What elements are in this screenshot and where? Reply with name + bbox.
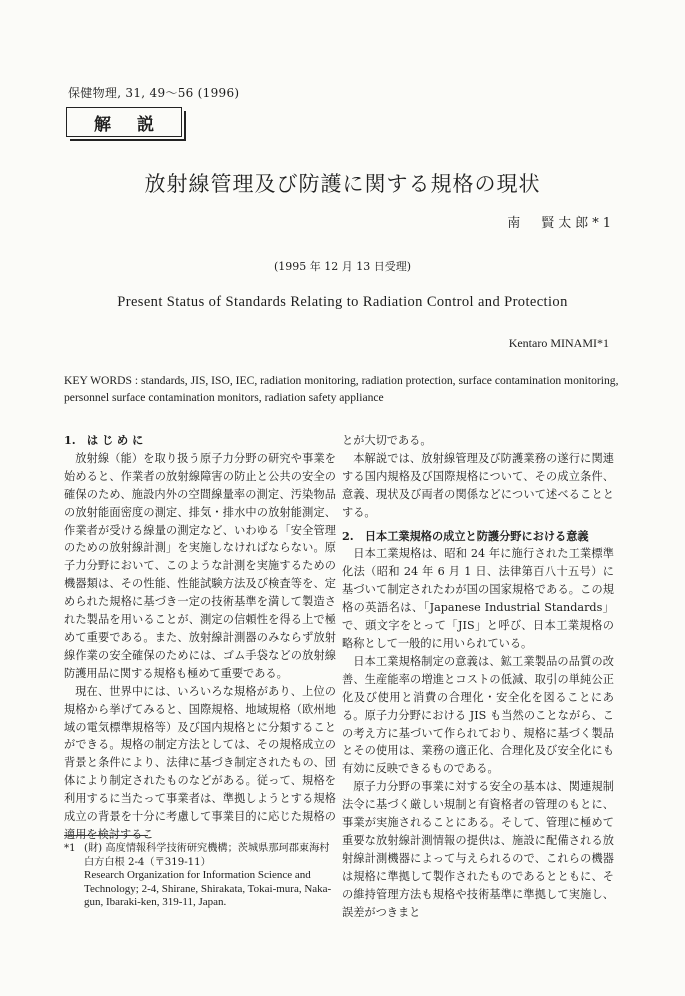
footnote-rule xyxy=(64,835,148,836)
section-1-paragraph-1: 放射線（能）を取り扱う原子力分野の研究や事業を始めると、作業者の放射線障害の防止と公共の安全の確保のため、施設内外の空間線量率の測定、汚染物品の放射能面密度の測定、排気・排水中の放射能測定、作業者が受ける線量の測定など、いわゆる「安全管理のための放射線計測」を実施しなければならない。原子力分野において、このような計測を実施するための機器類は、その性能、性能試験方法及び検査等を、定められた規格に基づき一定の技術基準を満して製造された製品を用いることが、測定の信頼性を得る上で極めて重要である。また、放射線計測器のみならず放射線作業の安全確保のためには、ゴム手袋などの放射線防護用品に関する規格も極めて重要である。 xyxy=(64,451,336,680)
section-1-heading: 1. は じ め に xyxy=(64,433,144,447)
footnote xyxy=(64,842,336,910)
footnote-english: Research Organization for Information Science and Technology; 2-4, Shirane, Shirakata, Tokai-mura, Naka-gun, Ibaraki-ken, 319-11, Japan. xyxy=(84,869,332,909)
article-type-box xyxy=(66,107,182,137)
author-japanese: 南 賢太郎*1 xyxy=(507,216,615,231)
article-type-char-1: 解 xyxy=(94,114,111,135)
keywords-label: KEY WORDS : xyxy=(64,374,141,387)
left-column xyxy=(64,432,336,844)
title-japanese: 放射線管理及び防護に関する規格の現状 xyxy=(144,172,541,196)
keywords-text: standards, JIS, ISO, IEC, radiation monitoring, radiation protection, surface contamination monitoring, personnel surface contamination monitors, radiation safety appliance xyxy=(64,374,619,404)
intro-paragraph: 本解説では、放射線管理及び防護業務の遂行に関連する国内規格及び国際規格について、その成立条件、意義、現状及び両者の関係などについて述べることとする。 xyxy=(342,451,614,519)
footnote-mark: *1 xyxy=(64,843,76,854)
section-2-paragraph-3: 原子力分野の事業に対する安全の基本は、関連規制法令に基づく厳しい規制と有資格者の管理のもとに、事業が実施されることにある。そして、管理に極めて重要な放射線計測情報の提供は、施設に配備される放射線計測機器によって与えられるので、これらの機器は規格に準拠して製作されたものであるとともに、その維持管理方法も規格や技術基準に準拠して実施し、誤差がつきまと xyxy=(342,780,614,919)
received-date: (1995 年 12 月 13 日受理) xyxy=(273,260,412,273)
footnote-japanese: (財) 高度情報科学技術研究機構；茨城県那珂郡東海村白方白根 2-4（〒319-11） xyxy=(84,843,330,868)
article-type-char-2: 説 xyxy=(137,114,154,135)
continued-text: とが大切である。 xyxy=(342,434,432,447)
right-column xyxy=(342,432,614,921)
author-english: Kentaro MINAMI*1 xyxy=(508,336,609,350)
keywords xyxy=(64,372,620,406)
section-2-heading: 2. 日本工業規格の成立と防護分野における意義 xyxy=(342,528,589,543)
journal-citation: 保健物理, 31, 49～56 (1996) xyxy=(68,86,240,100)
title-english: Present Status of Standards Relating to Radiation Control and Protection xyxy=(117,294,568,310)
section-2-paragraph-1: 日本工業規格は、昭和 24 年に施行された工業標準化法（昭和 24 年 6 月 1 日、法律第百八十五号）に基づいて制定されたわが国の国家規格である。この規格の英語名は、「Japanese Industrial Standards」で、頭文字をとって「JIS」と呼び、日本工業規格の略称として一般的に用いられている。 xyxy=(342,547,614,650)
section-2-paragraph-2: 日本工業規格制定の意義は、鉱工業製品の品質の改善、生産能率の増進とコストの低減、取引の単純公正化及び使用と消費の合理化・安全化を図ることにある。原子力分野における JIS も当然のことながら、この考え方に基づいて作られており、規格に基づく製品とその使用は、業務の適正化、合理化及び安全化にも有効に反映できるものである。 xyxy=(342,654,614,776)
section-1-paragraph-2: 現在、世界中には、いろいろな規格があり、上位の規格から挙げてみると、国際規格、地域規格（欧州地域の電気標準規格等）及び国内規格とに分類することができる。規格の制定方法としては、その規格成立の背景と条件により、法律に基づき制定されたもの、団体により制定されたものなどがある。従って、規格を利用するに当たって事業者は、準拠しようとする規格成立の背景を十分に考慮して事業目的に応じた規格の適用を検討するこ xyxy=(64,684,336,841)
